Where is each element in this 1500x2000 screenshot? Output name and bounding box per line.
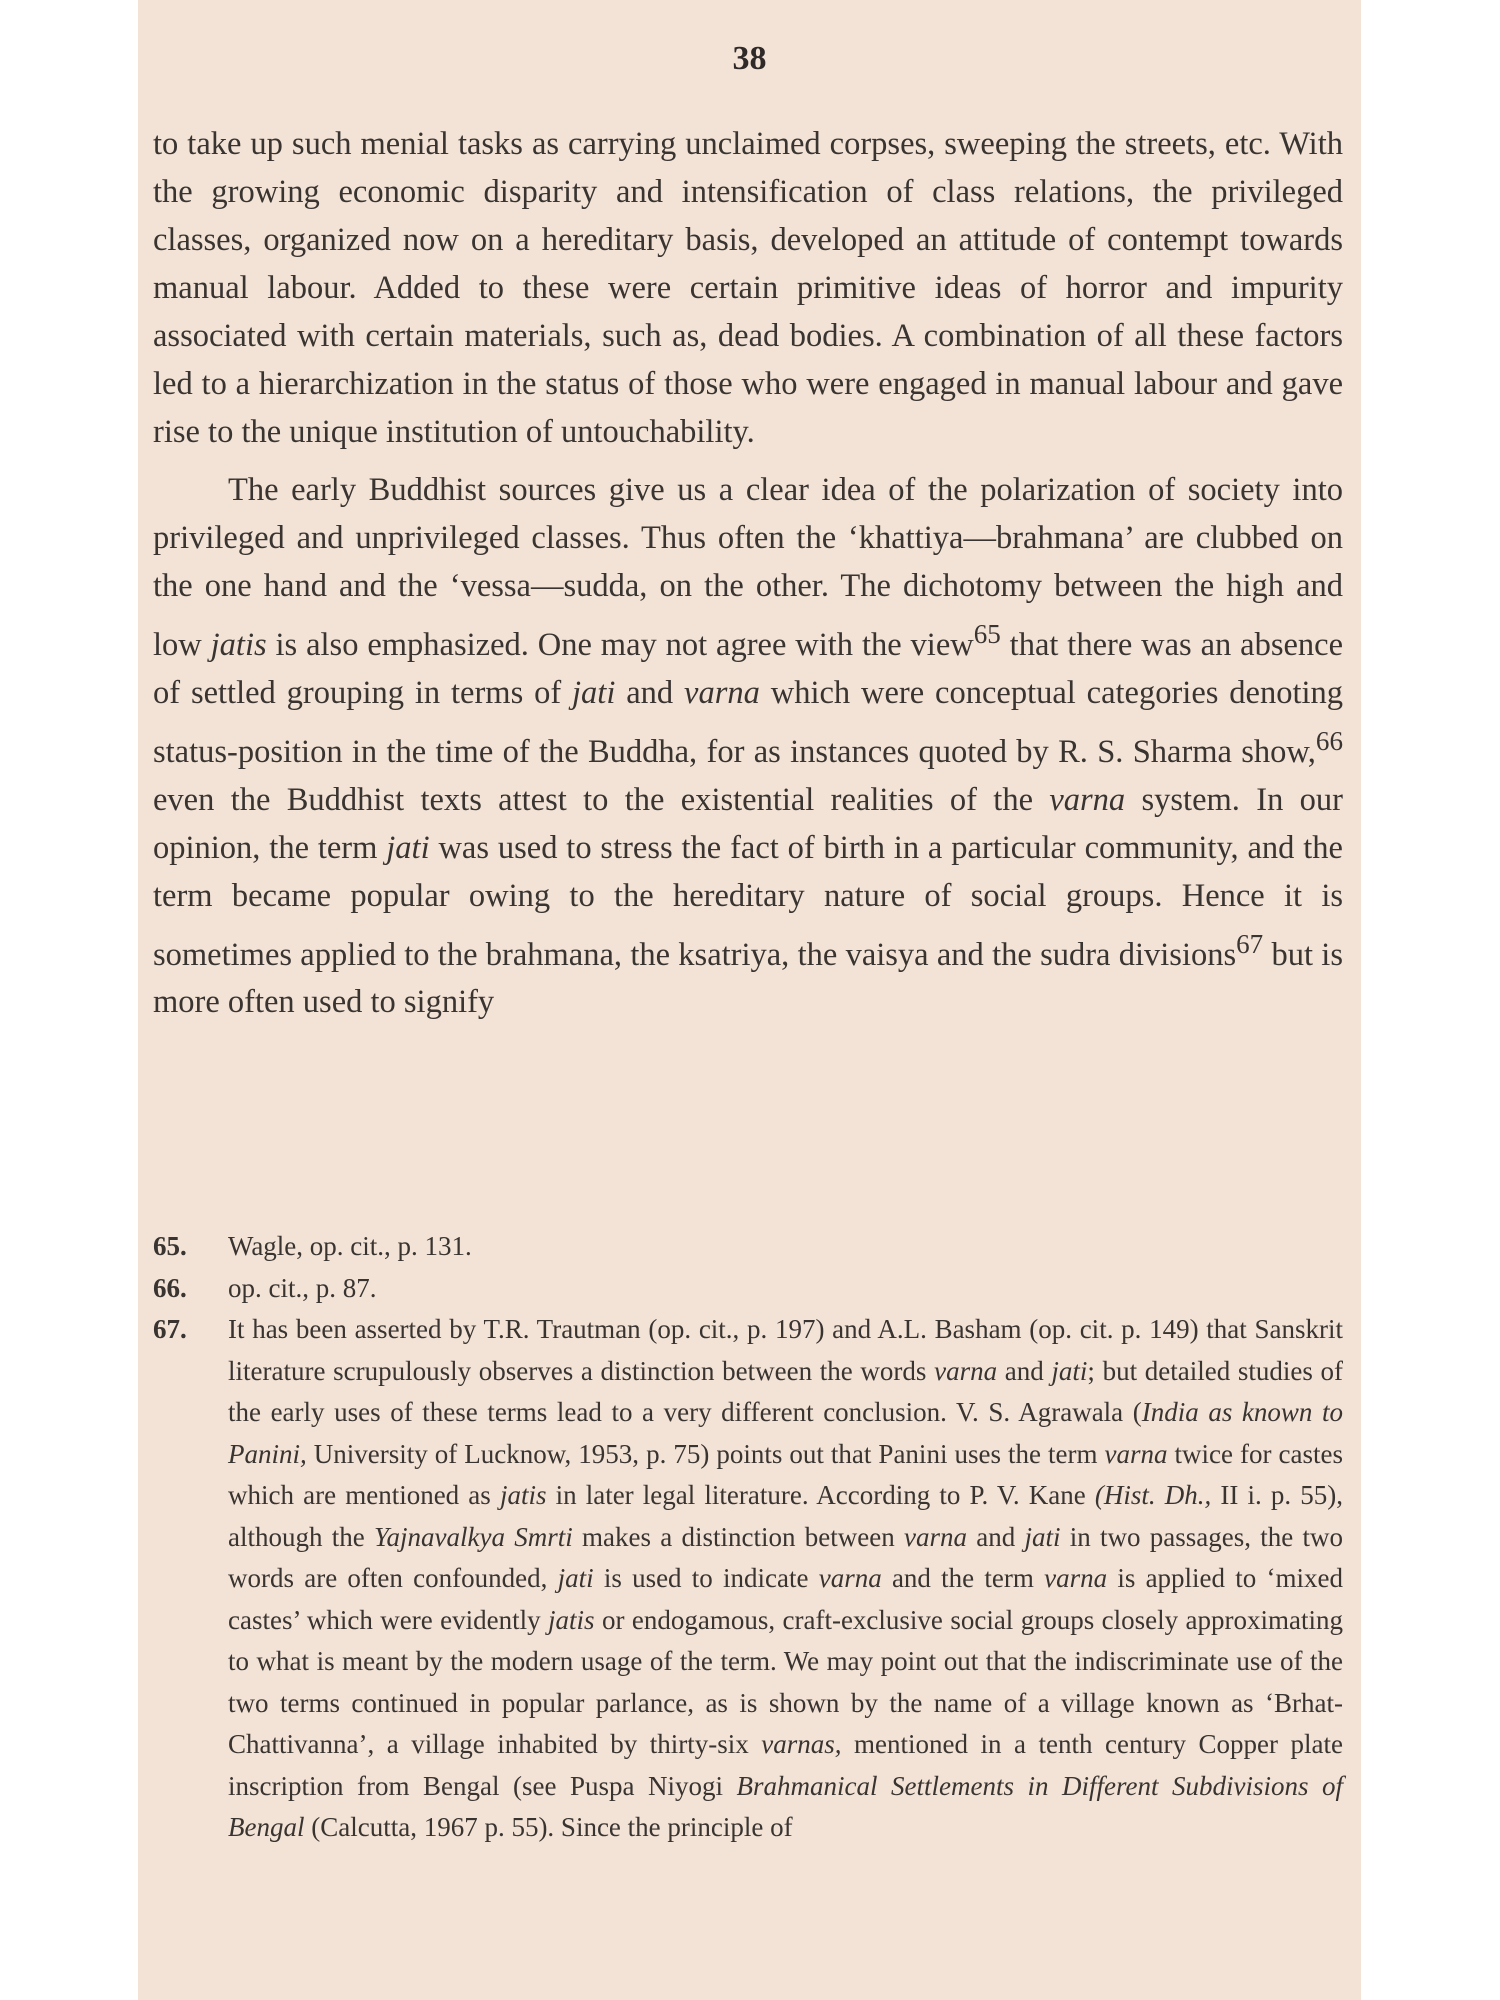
footnote-number: 66.	[153, 1272, 187, 1303]
paragraph-2: The early Buddhist sources give us a clear idea of the polarization of society into privileged and unprivileged classes. Thus often the ‘khattiya—brahmana’ are clubbed on the one hand and the ‘vessa—sudda, on the other. The dichotomy between the high and low jatis is also emphasized. One may not agree with the view$^{65}$ that there was an absence of settled grouping in terms of jati and varna which were conceptual categories denoting status-position in the time of the Buddha, for as instances quoted by R. S. Sharma show,$^{66}$ even the Buddhist texts attest to the existential realities of the varna system. In our opinion, the term jati was used to stress the fact of birth in a particular community, and the term became popular owing to the hereditary nature of social groups. Hence it is sometimes applied to the brahmana, the ksatriya, the vaisya and the sudra divisions$^{67}$ but is more often used to signify	[153, 472, 1343, 1021]
footnote-text: op. cit., p. 87.	[228, 1272, 377, 1303]
body-text	[153, 120, 1343, 1026]
footnote-65	[153, 1226, 1343, 1268]
footnote-ref-65: 65	[973, 619, 1001, 649]
footnotes	[153, 1226, 1343, 1849]
footnote-number: 67.	[153, 1314, 187, 1344]
footnote-text: Wagle, op. cit., p. 131.	[228, 1231, 472, 1261]
page-number: 38	[732, 40, 767, 77]
paragraph-1: to take up such menial tasks as carrying unclaimed corpses, sweeping the streets, etc. With the growing economic disparity and intensification of class relations, the privileged classes, organized now on a hereditary basis, developed an attitude of contempt towards manual labour. Added to these were certain primitive ideas of horror and impurity associated with certain materials, such as, dead bodies. A combination of all these factors led to a hierarchization in the status of those who were engaged in manual labour and gave rise to the unique institution of untouchability.	[153, 126, 1343, 450]
footnote-ref-67: 67	[1236, 928, 1264, 959]
footnote-number: 65.	[153, 1231, 187, 1261]
book-page	[138, 0, 1361, 2000]
footnote-66	[153, 1268, 1343, 1310]
footnote-ref-66: 66	[1315, 725, 1343, 756]
footnote-67	[153, 1309, 1343, 1849]
footnote-text: It has been asserted by T.R. Trautman (op. cit., p. 197) and A.L. Basham (op. cit. p. 149) that Sanskrit literature scrupulously observes a distinction between the words varna and jati; but detailed studies of the early uses of these terms lead to a very different conclusion. V. S. Agrawala (India as known to Panini, University of Lucknow, 1953, p. 75) points out that Panini uses the term varna twice for castes which are mentioned as jatis in later legal literature. According to P. V. Kane (Hist. Dh., II i. p. 55), although the Yajnavalkya Smrti makes a distinction between varna and jati in two passages, the two words are often confounded, jati is used to indicate varna and the term varna is applied to ‘mixed castes’ which were evidently jatis or endogamous, craft-exclusive social groups closely approximating to what is meant by the modern usage of the term. We may point out that the indiscriminate use of the two terms continued in popular parlance, as is shown by the name of a village known as ‘Brhat-Chattivanna’, a village inhabited by thirty-six varnas, mentioned in a tenth century Copper plate inscription from Bengal (see Puspa Niyogi Brahmanical Settlements in Different Subdivisions of Bengal (Calcutta, 1967 p. 55). Since the principle of	[228, 1314, 1344, 1842]
